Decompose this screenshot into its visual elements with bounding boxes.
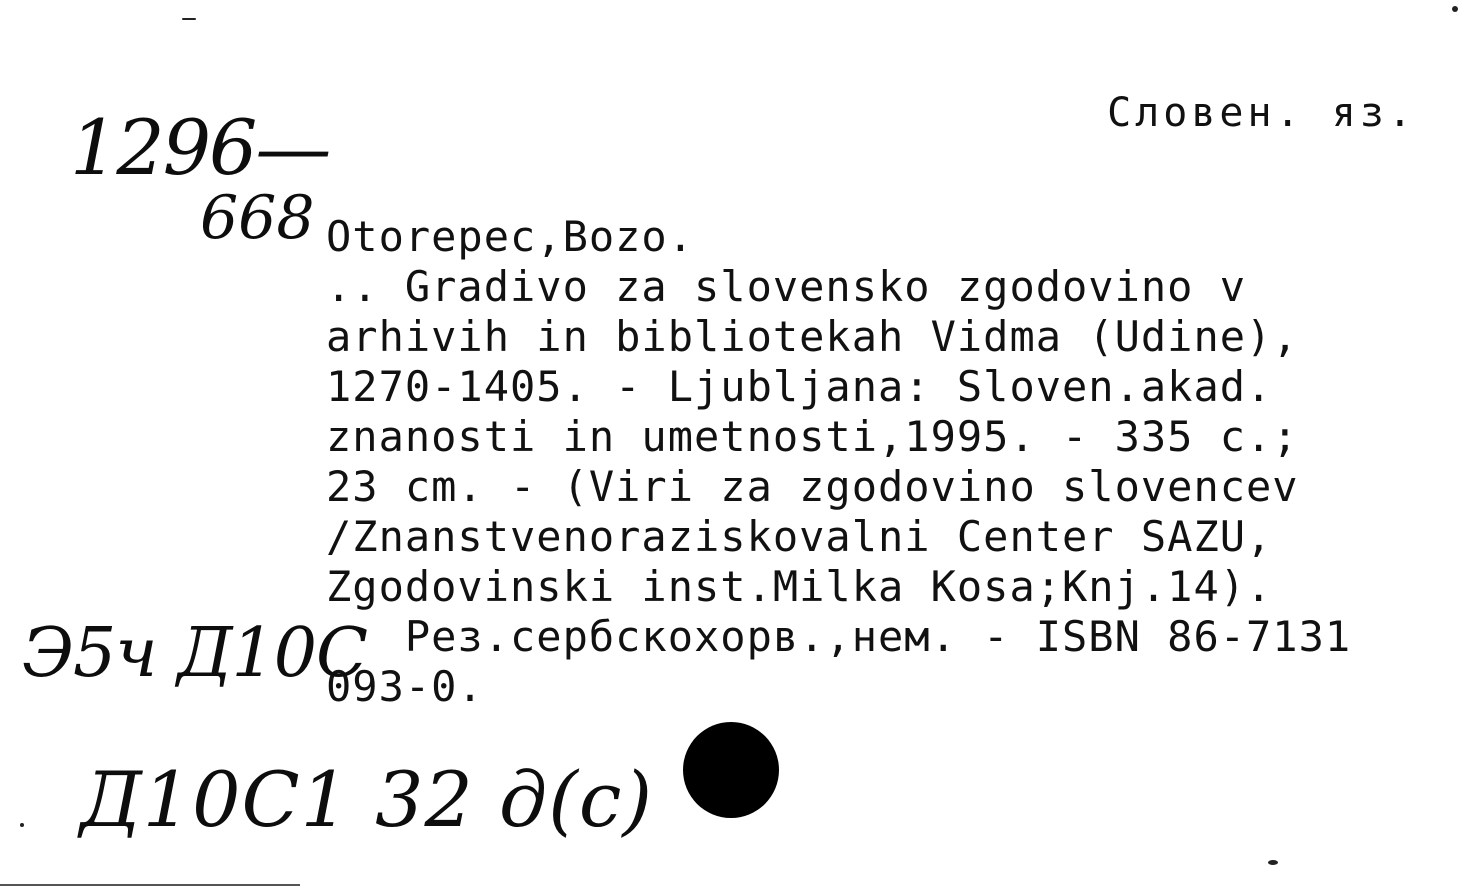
entry-line: 1270-1405. - Ljubljana: Sloven.akad. xyxy=(326,362,1273,411)
speck xyxy=(182,18,196,20)
entry-line: Zgodovinski inst.Milka Kosa;Knj.14). xyxy=(326,562,1273,611)
speck xyxy=(1268,860,1278,865)
entry-line: 23 cm. - (Viri za zgodovino slovencev xyxy=(326,462,1299,511)
call-number-bottom: 668 xyxy=(200,183,315,253)
entry-line: .. Gradivo za slovensko zgodovino v xyxy=(326,262,1247,311)
entry-line: arhivih in bibliotekah Vidma (Udine), xyxy=(326,312,1299,361)
speck xyxy=(20,823,24,827)
entry-line: Рез.сербскохорв.,нем. - ISBN 86-7131 xyxy=(326,612,1352,661)
call-number-top: 1296— xyxy=(70,103,330,192)
speck xyxy=(1452,6,1458,12)
shelf-mark-1: Э5ч Д10С xyxy=(22,614,368,693)
speck xyxy=(0,884,300,886)
entry-line: 093-0. xyxy=(326,662,484,711)
entry-line: Otorepec,Bozo. xyxy=(326,212,695,261)
entry-line: /Znanstvenoraziskovalni Center SAZU, xyxy=(326,512,1273,561)
entry-line: znanosti in umetnosti,1995. - 335 c.; xyxy=(326,412,1299,461)
shelf-mark-2: Д10С1 32 д(с) xyxy=(80,755,654,844)
language-label: Словен. яз. xyxy=(1107,90,1416,136)
punch-hole xyxy=(683,722,779,818)
